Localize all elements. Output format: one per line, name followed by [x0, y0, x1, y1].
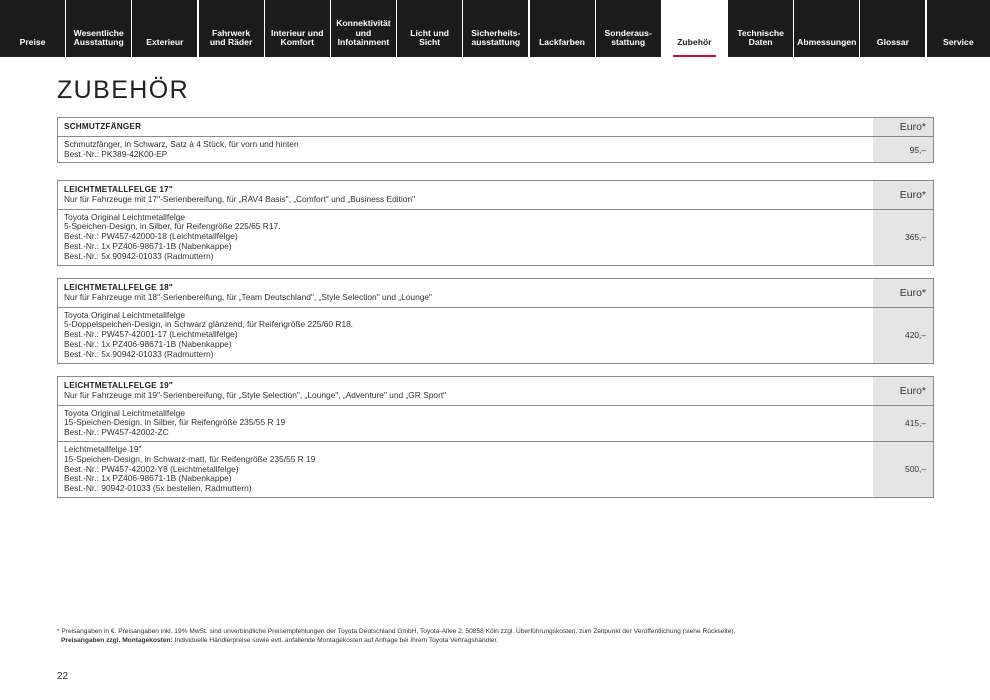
price-footnote — [57, 627, 937, 646]
nav-label: Sicherheits- ausstattung — [471, 27, 521, 48]
nav-technische-daten[interactable] — [728, 0, 793, 57]
nav-service[interactable] — [927, 0, 990, 57]
table-leichtmetallfelge-18 — [57, 278, 934, 364]
item-description: Toyota Original Leichtmetallfelge 5-Doppelspeichen-Design, in Schwarz glänzend, für Reifengröße 225/60 R18. Best.-Nr.: PW457-42001-17 (Leichtmetallfelge) Best.-Nr.: 1x PZ406-98671-1B (Nabenkappe) Best.-Nr.: 5x 90942-01033 (Radmuttern) — [64, 309, 354, 359]
section-title: LEICHTMETALLFELGE 19" — [64, 381, 173, 390]
item-price: 415,– — [873, 406, 933, 441]
footnote-bold: Preisangaben zzgl. Montagekosten: — [61, 637, 173, 645]
nav-exterieur[interactable] — [132, 0, 197, 57]
nav-wesentliche-ausstattung[interactable] — [66, 0, 131, 57]
table-header-cell — [58, 118, 873, 136]
nav-label: Wesentliche Ausstattung — [73, 27, 124, 48]
footnote-rest: Individuelle Händlerpreise sowie evtl. anfallende Montagekosten auf Anfrage bei Ihrem Toyota Vertragshändler. — [172, 637, 499, 645]
section-title: LEICHTMETALLFELGE 17" — [64, 185, 173, 194]
nav-label: Licht und Sicht — [410, 27, 449, 48]
section-title: LEICHTMETALLFELGE 18" — [64, 283, 173, 292]
nav-interieur-und-komfort[interactable] — [265, 0, 330, 57]
item-description: Toyota Original Leichtmetallfelge 5-Speichen-Design, in Silber, für Reifengröße 225/65 R17. Best.-Nr.: PW457-42000-18 (Leichtmetallfelge) Best.-Nr.: 1x PZ406-98671-1B (Nabenkappe) Best.-Nr.: 5x 90942-01033 (Radmuttern) — [64, 211, 281, 261]
currency-label: Euro* — [873, 181, 933, 209]
nav-fahrwerk-und-raeder[interactable] — [199, 0, 264, 57]
section-subtitle: Nur für Fahrzeuge mit 19"-Serienbereifung, für „Style Selection", „Lounge", „Adventure" und „GR Sport" — [64, 389, 447, 400]
table-header-row — [58, 377, 933, 405]
item-price: 365,– — [873, 210, 933, 265]
table-row — [58, 441, 933, 497]
nav-label: Interieur und Komfort — [270, 27, 324, 48]
page-title: ZUBEHÖR — [57, 76, 190, 104]
nav-sonderausstattung[interactable] — [596, 0, 661, 57]
nav-lackfarben[interactable] — [530, 0, 595, 57]
table-leichtmetallfelge-19 — [57, 376, 934, 498]
nav-konnektivitaet[interactable] — [331, 0, 396, 57]
table-header-row — [58, 279, 933, 307]
item-description: Toyota Original Leichtmetallfelge 15-Speichen-Design, in Silber, für Reifengröße 235/55 R 19 Best.-Nr.: PW457-42002-ZC — [64, 407, 286, 438]
table-header-cell — [58, 181, 873, 209]
footnote-line-1: * Preisangaben in €. Preisangaben inkl. 19% MwSt. sind unverbindliche Preisempfehlungen der Toyota Deutschland GmbH, Toyota-Allee 2, 50858 Köln zzgl. Überführungskosten, zum Zeitpunkt der Veröffentlichung (siehe Rückseite). — [57, 628, 736, 635]
table-row — [58, 209, 933, 265]
nav-label: Zubehör — [677, 37, 712, 48]
item-description: Leichtmetallfelge 19" 15-Speichen-Design, in Schwarz-matt, für Reifengröße 235/55 R 19 Best.-Nr.: PW457-42002-Y8 (Leichtmetallfelge) Best.-Nr.: 1x PZ406-98671-1B (Nabenkappe) Best.-Nr.: 90942-01033 (5x bestellen, Radmuttern) — [64, 443, 316, 494]
nav-label: Preise — [19, 37, 46, 48]
section-subtitle: Nur für Fahrzeuge mit 17"-Serienbereifung, für „RAV4 Basis", „Comfort" und „Business Edition" — [64, 193, 416, 204]
item-description: Schmutzfänger, in Schwarz, Satz à 4 Stück, für vorn und hinten Best.-Nr.: PK389-42K00-EP — [64, 138, 299, 159]
footnote-line-2 — [57, 636, 937, 645]
nav-sicherheitsausstattung[interactable] — [463, 0, 528, 57]
table-row — [58, 307, 933, 363]
currency-label: Euro* — [873, 279, 933, 307]
nav-label: Sonderaus- stattung — [604, 27, 652, 48]
nav-zubehoer[interactable] — [662, 0, 727, 57]
table-leichtmetallfelge-17 — [57, 180, 934, 266]
nav-label: Technische Daten — [737, 27, 784, 48]
table-header-cell — [58, 377, 873, 405]
top-navigation — [0, 0, 990, 57]
item-price: 420,– — [873, 308, 933, 363]
nav-label: Konnektivität und Infotainment — [336, 18, 391, 48]
nav-licht-und-sicht[interactable] — [397, 0, 462, 57]
nav-label: Abmessungen — [797, 37, 857, 48]
nav-label: Fahrwerk und Räder — [209, 27, 253, 48]
section-subtitle: Nur für Fahrzeuge mit 18"-Serienbereifung, für „Team Deutschland", „Style Selection" und „Lounge" — [64, 291, 433, 302]
nav-abmessungen[interactable] — [794, 0, 859, 57]
page-number: 22 — [57, 671, 69, 682]
item-price: 95,– — [873, 137, 933, 163]
nav-glossar[interactable] — [860, 0, 925, 57]
table-header-row — [58, 118, 933, 136]
table-schmutzfaenger — [57, 117, 934, 163]
nav-label: Service — [943, 37, 974, 48]
table-header-cell — [58, 279, 873, 307]
currency-label: Euro* — [873, 118, 933, 136]
nav-label: Glossar — [876, 37, 909, 48]
nav-label: Exterieur — [146, 37, 184, 48]
table-header-row — [58, 181, 933, 209]
table-row — [58, 136, 933, 163]
item-price: 500,– — [873, 442, 933, 497]
section-title: SCHMUTZFÄNGER — [64, 122, 142, 131]
currency-label: Euro* — [873, 377, 933, 405]
nav-preise[interactable] — [0, 0, 65, 57]
table-row — [58, 405, 933, 441]
nav-label: Lackfarben — [539, 37, 585, 48]
